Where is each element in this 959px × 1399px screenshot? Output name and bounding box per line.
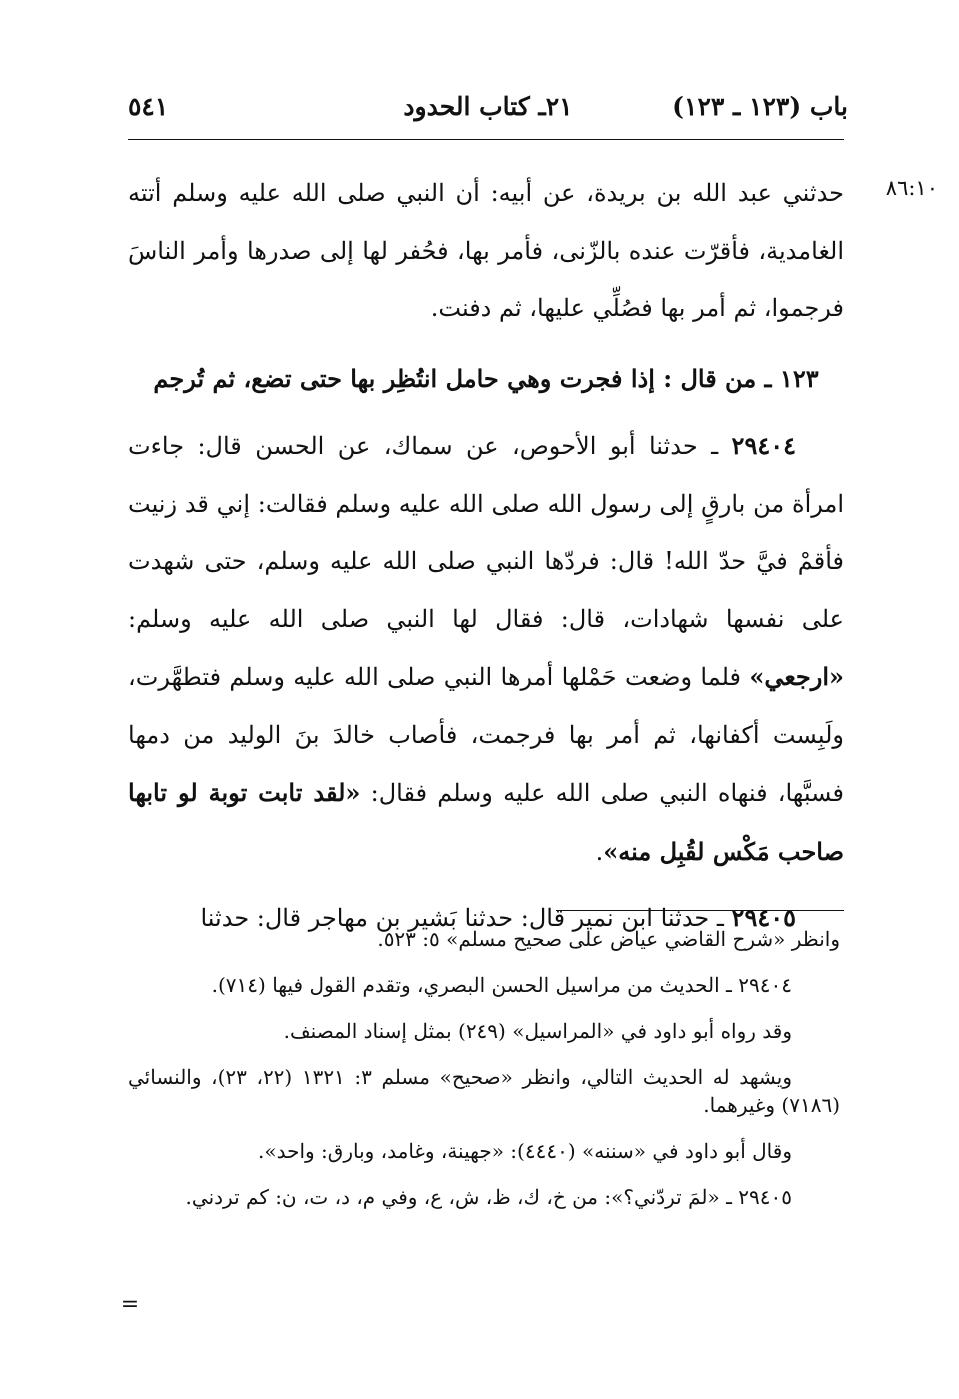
section-heading: ١٢٣ ـ من قال : إذا فجرت وهي حامل انتُظِر بها حتى تضع، ثم تُرجم — [153, 363, 819, 393]
footnote: وقال أبو داود في «سننه» (٤٤٤٠): «جهينة، وغامد، وبارق: واحد». — [258, 1139, 792, 1163]
hadith-quote: «ارجعي» — [749, 662, 844, 691]
page-number: ٥٤١ — [128, 92, 169, 121]
running-header — [128, 92, 848, 132]
footnote-divider — [556, 910, 844, 911]
footnote: ٢٩٤٠٥ ـ «لمَ تردّني؟»: من خ، ك، ظ، ش، ع، وفي م، د، ت، ن: كم تردني. — [185, 1185, 792, 1209]
hadith-text-end: . — [595, 837, 604, 866]
footnotes — [128, 925, 840, 1229]
header-divider — [128, 139, 844, 140]
paragraph-continuation: حدثني عبد الله بن بريدة، عن أبيه: أن النبي صلى الله عليه وسلم أتته الغامدية، فأقرّت عنده بالزّنى، فأمر بها، فحُفر لها إلى صدرها وأمر الناسَ فرجموا، ثم أمر بها فصُلِّي عليها، ثم دفنت. — [128, 179, 845, 322]
hadith-text: ـ حدثنا أبو الأحوص، عن سماك، عن الحسن قال: جاءت امرأة من بارقٍ إلى رسول الله صلى الله عليه وسلم فقالت: إني قد زنيت فأقمْ فيَّ حدّ الله! قال: فردّها النبي صلى الله عليه وسلم، حتى شهدت على نفسها شهادات، قال: فقال لها النبي صلى الله عليه وسلم: — [128, 432, 844, 633]
book-title: ٢١ـ كتاب الحدود — [403, 92, 573, 121]
hadith-29404 — [128, 417, 844, 881]
hadith-text: فلما وضعت حَمْلها أمرها النبي صلى الله عليه وسلم فتطهَّرت، ولَبِست أكفانها، ثم أمر بها فرجمت، فأصاب خالدَ بنَ الوليد من دمها فسبَّها، فنهاه النبي صلى الله عليه وسلم فقال: — [128, 663, 844, 807]
footnote: وقد رواه أبو داود في «المراسيل» (٢٤٩) بمثل إسناد المصنف. — [283, 1019, 792, 1043]
main-text — [128, 165, 844, 948]
hadith-quote: «لقد تابت توبة لو تابها صاحب مَكْس لقُبِل منه» — [128, 778, 844, 866]
chapter-title: باب (١٢٣ ـ ١٢٣) — [672, 92, 848, 121]
footnote: وانظر «شرح القاضي عياض على صحيح مسلم» ٥: ٥٢٣. — [377, 927, 840, 951]
footnote: ٢٩٤٠٤ ـ الحديث من مراسيل الحسن البصري، وتقدم القول فيها (٧١٤). — [211, 973, 792, 997]
continuation-mark: = — [120, 1292, 140, 1317]
hadith-number: ٢٩٤٠٤ — [731, 431, 796, 460]
margin-reference: ٨٦:١٠ — [885, 176, 938, 200]
hadith-number: ٢٩٤٠٥ — [731, 903, 796, 932]
footnote: ويشهد له الحديث التالي، وانظر «صحيح» مسلم ٣: ١٣٢١ (٢٢، ٢٣)، والنسائي (٧١٨٦) وغيرهما. — [128, 1065, 840, 1117]
hadith-text: ـ حدثنا ابن نمير قال: حدثنا بَشير بن مهاجر قال: حدثنا — [200, 904, 732, 932]
